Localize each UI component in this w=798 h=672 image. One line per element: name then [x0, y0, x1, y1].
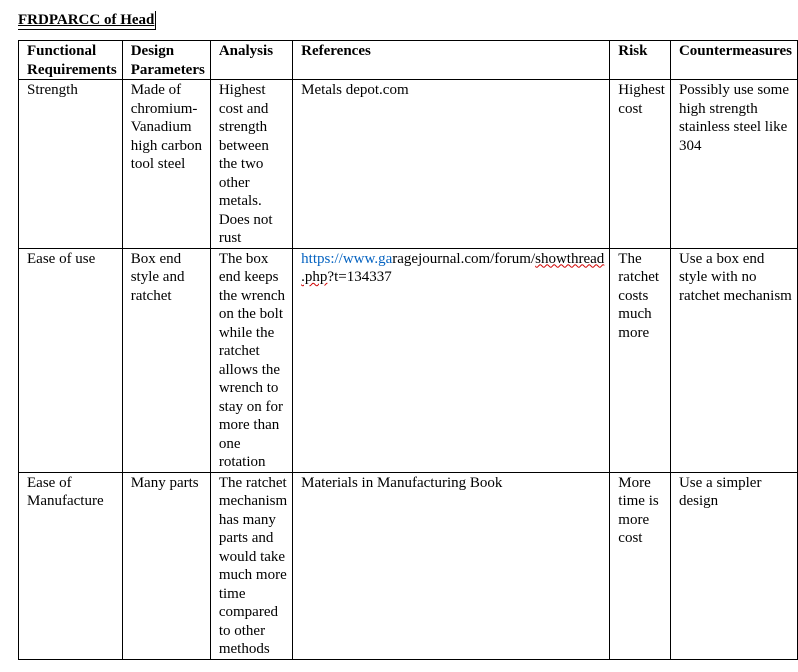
table-row — [19, 248, 798, 472]
cell-design: Made of chromium-Vanadium high carbon tool steel — [122, 80, 210, 249]
reference-link[interactable]: https://www.ga — [301, 250, 393, 267]
cell-analysis: Highest cost and strength between the two other metals. Does not rust — [210, 80, 292, 249]
cell-risk: The ratchet costs much more — [610, 248, 671, 472]
cell-countermeasure: Use a box end style with no ratchet mechanism — [670, 248, 797, 472]
cell-reference: Materials in Manufacturing Book — [293, 472, 610, 659]
cell-risk: More time is more cost — [610, 472, 671, 659]
cell-reference: Metals depot.com — [293, 80, 610, 249]
header-design-parameters: Design Parameters — [122, 41, 210, 80]
cell-countermeasure: Possibly use some high strength stainless steel like 304 — [670, 80, 797, 249]
table-row — [19, 80, 798, 249]
reference-link-text: ragejournal.com/forum/ — [392, 250, 536, 267]
cell-design: Box end style and ratchet — [122, 248, 210, 472]
header-analysis: Analysis — [210, 41, 292, 80]
header-references: References — [293, 41, 610, 80]
reference-link-text: showthread — [535, 250, 605, 267]
cell-design: Many parts — [122, 472, 210, 659]
reference-link-text: ?t=134337 — [327, 269, 392, 285]
document-title: FRDPARCC of Head — [18, 12, 155, 28]
cell-analysis: The ratchet mechanism has many parts and would take much more time compared to other methods — [210, 472, 292, 659]
header-functional-requirements: Functional Requirements — [19, 41, 123, 80]
cell-risk: Highest cost — [610, 80, 671, 249]
cell-requirement: Ease of use — [19, 248, 123, 472]
header-row — [19, 41, 798, 80]
reference-link-text: .php — [301, 269, 328, 285]
cell-countermeasure: Use a simpler design — [670, 472, 797, 659]
cell-requirement: Ease of Manufacture — [19, 472, 123, 659]
cell-analysis: The box end keeps the wrench on the bolt while the ratchet allows the wrench to stay on for more than one rotation — [210, 248, 292, 472]
frdparcc-table — [18, 40, 798, 660]
header-countermeasures: Countermeasures — [670, 41, 797, 80]
cell-requirement: Strength — [19, 80, 123, 249]
header-risk: Risk — [610, 41, 671, 80]
cell-reference — [293, 248, 610, 472]
table-row — [19, 472, 798, 659]
